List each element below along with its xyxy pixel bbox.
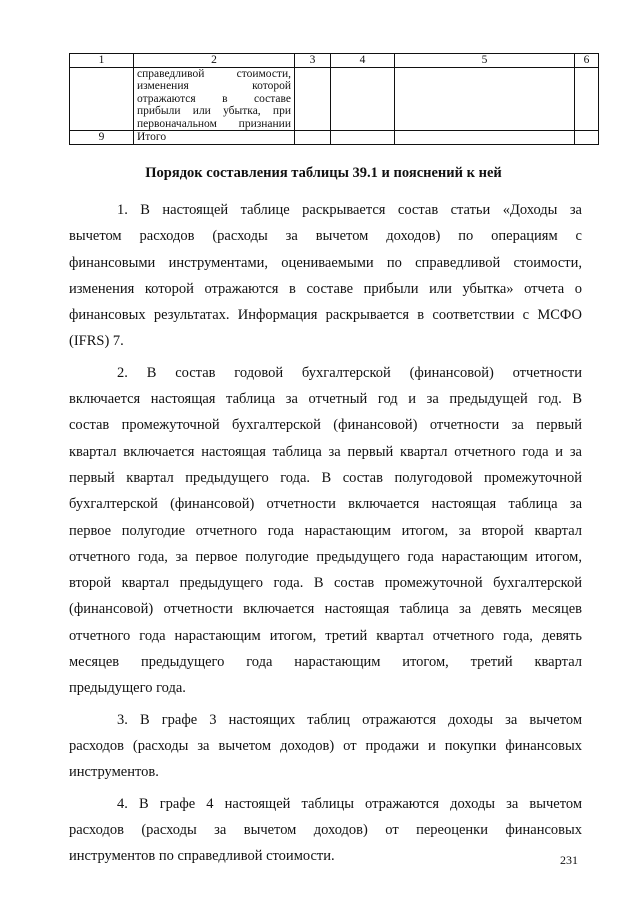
cell-line: прибыли или убытка, при: [137, 105, 291, 117]
row-number: 9: [70, 131, 134, 145]
text-line: второй квартал предыдущего года. В состав промежуточной бухгалтерской: [69, 575, 582, 592]
column-header: 6: [575, 54, 599, 68]
text-line: предыдущего года.: [69, 680, 186, 697]
table-cell-name: [134, 67, 295, 131]
text-line: расходов (расходы за вычетом доходов) от переоценки финансовых: [69, 821, 582, 838]
column-header: 2: [134, 54, 295, 68]
text-line: инструментов.: [69, 764, 159, 781]
cell-line: изменения которой: [137, 80, 291, 92]
cell-line: отражаются в составе: [137, 92, 291, 105]
table-row: [70, 67, 599, 131]
paragraph-3: [69, 707, 582, 786]
text-line: (IFRS) 7.: [69, 333, 124, 350]
text-line: 2. В состав годовой бухгалтерской (финансовой) отчетности: [117, 364, 582, 381]
column-header: 5: [395, 54, 575, 68]
paragraph-2: [69, 360, 582, 702]
text-line: состав промежуточной бухгалтерской (финансовой) отчетности за первый: [69, 417, 582, 434]
text-line: квартал включается настоящая таблица за первый квартал отчетного года и за: [69, 443, 582, 460]
text-line: изменения которой отражаются в составе прибыли или убытка» отчета о: [69, 280, 582, 297]
body-text: [69, 197, 582, 874]
table-row-total: [70, 131, 599, 145]
text-line: 1. В настоящей таблице раскрывается состав статьи «Доходы за: [117, 202, 582, 218]
paragraph-1: [69, 197, 582, 355]
page-number: 231: [560, 853, 578, 867]
text-line: 4. В графе 4 настоящей таблицы отражаются доходы за вычетом: [117, 795, 582, 812]
cell-line: справедливой стоимости,: [137, 67, 291, 80]
text-line: финансовыми инструментами, оцениваемыми по справедливой стоимости,: [69, 254, 582, 271]
text-line: бухгалтерской (финансовой) отчетности включается настоящая таблица за: [69, 496, 582, 513]
text-line: отчетного года, за первое полугодие предыдущего года нарастающим итогом,: [69, 548, 582, 565]
text-line: инструментов по справедливой стоимости.: [69, 848, 335, 865]
text-line: расходов (расходы за вычетом доходов) от продажи и покупки финансовых: [69, 737, 582, 754]
text-line: финансовых результатах. Информация раскрывается в соответствии с МСФО: [69, 307, 582, 324]
column-header: 1: [70, 54, 134, 68]
text-line: первое полугодие отчетного года нарастающим итогом, за второй квартал: [69, 522, 582, 539]
text-line: 3. В графе 3 настоящих таблиц отражаются доходы за вычетом: [117, 711, 582, 728]
data-table: [69, 53, 599, 145]
text-line: отчетного года нарастающим итогом, третий квартал отчетного года, девять: [69, 627, 582, 644]
column-header: 3: [295, 54, 331, 68]
cell-line: первоначальном признании: [137, 117, 291, 130]
section-heading: Порядок составления таблицы 39.1 и пояснений к ней: [145, 165, 502, 181]
paragraph-4: [69, 791, 582, 870]
row-label: Итого: [134, 131, 295, 145]
text-line: вычетом расходов (расходы за вычетом доходов) по операциям с: [69, 228, 582, 245]
text-line: (финансовой) отчетности включается настоящая таблица за девять месяцев: [69, 601, 582, 618]
text-line: месяцев предыдущего года нарастающим итогом, третий квартал: [69, 654, 582, 671]
column-header: 4: [331, 54, 395, 68]
table-header-row: [70, 54, 599, 68]
text-line: первый квартал предыдущего года. В состав полугодовой промежуточной: [69, 469, 582, 486]
text-line: включается настоящая таблица за отчетный год и за предыдущей год. В: [69, 391, 582, 408]
